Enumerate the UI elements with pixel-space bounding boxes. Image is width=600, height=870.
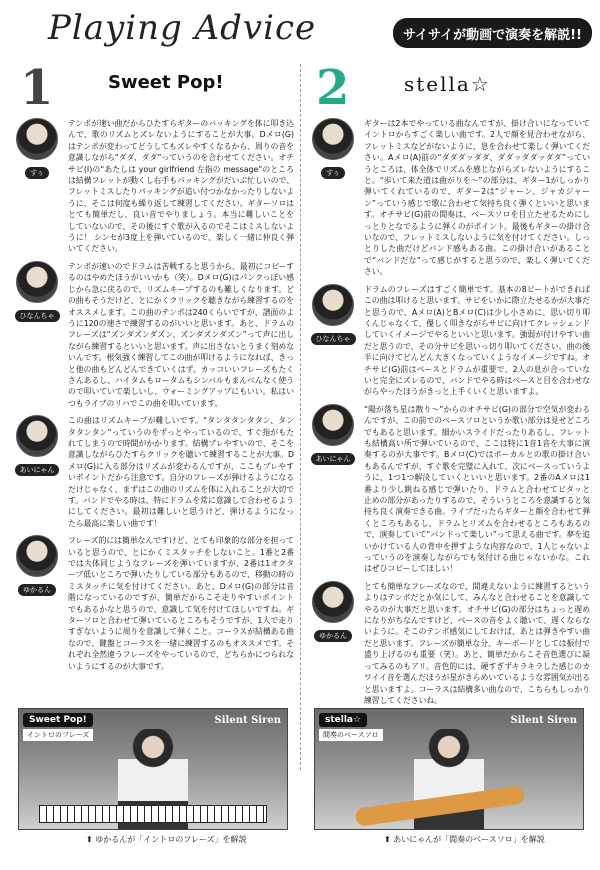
member-avatar-wrap [12,261,62,322]
advice-text: ドラムのフレーズはすごく簡単です。基本の8ビートができればこの曲は叩けると思います。サビをいかに際立たせるかが大事だと思うので、Aメロ(A)とBメロ(C)は少し小さめに、思い切り叩くんじゃなくて、優しく叩きながらサビに向けてクレッシェンドしていくイメージでやるといいと思います。強弱が付けやすい曲だと思うので、その分サビを思いっ切り叩いてください。曲の後半に向けてどんどん大きくなっていくようなイメージですね。オチサビ(G)前はベースとドラムが重要で、2人の息が合っていないと完全にズレるので、バンドでやる時はベースと目を合わせながらやったほうがきっと上手くいくと思いますよ。 [364,284,590,397]
advice-block [308,118,590,278]
advice-block [308,581,590,706]
member-avatar [312,118,354,160]
caption-arrow-icon: ⬆ [384,835,394,844]
member-name: すぅ [25,167,49,179]
member-name: ひなんちゃ [311,333,356,345]
song-number: 1 [20,60,54,116]
advice-text: とても簡単なフレーズなので、間違えないように練習するというよりはテンポだとか気にして、みんなと合わせることを意識してやるのが大事だと思います。オチサビ(G)の部分はちょっと遅めになりがちなんですけど、ベースの音をよく聴いて、遅くならないように。そこのテンポ感気にしておけば、あとは弾きやすい曲だと思います。フレーズが簡単な分、キーボードとしては振付で盛り上げるのも重要（笑）。あと、簡単だからこそ音色選びに凝ってみるのもアリ。音色的には、硬すぎずキラキラした感じのカワイイ音を選んだほうが星がきらめいているような雰囲気が出ると思いますよ。コーラスは結構多い曲なので、こちらもしっかり練習してくださいね。 [364,581,590,705]
header-banner-text: サイサイが動画で演奏を解説!! [402,27,582,43]
advice-block [12,261,294,409]
advice-block [12,118,294,255]
member-avatar [16,535,58,577]
song-title: Sweet Pop! [108,72,224,93]
page-header [0,0,600,60]
member-avatar [312,404,354,446]
advice-text: テンポが速い曲だからひたすらギターのバッキングを体に叩き込んで、歌のリズムとズレないようにすることが大事。Dメロ(G)はテンポが変わってどうしてもズレやすくなるから、周りの音を意識しながら“ダダ、ダダ”っていうのを合わせてください。オチサビ(I)の“あたしは your girlfriend 左指の message”のところは結構フレットが動くし右手もパッキングがだいぶ忙しいので、フレットミスしたりパッキングが追い付つかなかったりしないように、そこは何度も繰り返して練習してください。ギターソロはとても簡単だし、良い音でやりましょう。本当に難しいことをしていないので、その後にすぐ歌が入るのでそこはミスしないように！ シンセが3度上を弾いているので、楽しく一緒に仲良く弾いてください。 [68,119,294,254]
advice-text: ギターは2本でやっている曲なんですが、掛け合いになっていてイントロからすごく楽しい曲です。2人で顔を見合わせながら、フレットミスなどがないように、息を合わせて楽しく弾いてください。Aメロ(A)前の“ダダダッダダ、ダダッダダッダダ”っていうところは、体全体でリズムを感じながらズレないようにすること。“歩いて来た道は曲がりを～”の部分は、ギター1がしっかり弾いてくれているので、ギター2は“ジャーン、ジャカジャーン”っていう感じで歌に合わせて気持ち良く弾くといいと思います。オチサビ(G)前の間奏は、ベースソロを目立たせるためにしっとりとなでるように弾くのがポイント。最後もギターの掛け合いなので、フレットミスしないように気を付けてください。しっとりした曲だけどバンド感もある曲。この掛け合いがあることで“バンドだな”って感じがすると思うので、楽しく弾いてください。 [364,119,590,277]
header-banner [393,18,592,48]
keyboard-graphic [39,805,267,823]
member-avatar [312,581,354,623]
song-number: 2 [316,60,350,116]
caption-text: ゆかるんが「イントロのフレーズ」を解説 [95,835,247,844]
member-avatar-wrap [308,404,358,465]
member-name: ひなんちゃ [15,310,60,322]
column-divider [300,64,301,770]
advice-text: テンポが速いのでドラムは苦戦すると思うから、最初にコピーするのはやめたほうがいいかも（笑）。Dメロ(G)はパンクっぽい感じから急に戻るので、リズムキープするのも難しくなります。どの曲もそうだけど、とにかくクリックを聴きながら練習するのをオススメします。この曲のテンポは240くらいですが、譜面のように120の速さで練習するのがいいと思います。あと、ドラムのフレーズは“ズンダズンダズン、ズンダズンダズン”って声に出しながら練習するといいと思います。声に出さないとうまく刻めないんです。根気強く練習してこの曲が叩けるようになれば、きっと他の曲もどんどんできていくはず。カッコいいフレーズもたくさんあるし、ハイタムもロータムもシンバルもまんべんなく使うので叩いていて楽しいし、ウォーミングアップにもいい。私はいつもライブのリハでこの曲を叩いています。 [68,261,294,408]
member-name: ゆかるん [18,584,56,596]
song-heading [308,60,590,118]
advice-text: “陽が落ち星は散り～”からのオチサビ(G)の部分で空気が変わるんですが、この前でのベースソロというか歌い部分は見せどころでもあると思います。細かいスライドだったりあるし、フレットも結構高い所で弾いているので、ここは特に1音1音を大事に演奏するのが大事です。Bメロ(C)ではボーカルとの歌の掛け合いもあるんですが、すぐ歌を完璧に入れて、次にベースっていうように、1つ1つ解決していくといいと思います。2番のAメロは1番より少し跳ねる感じで弾いたり、ドラムと合わせてビタッと止めの部分があったりするので、そういうところを意識すると気持ち良く演奏できる曲。ライブだったらギターと顔を合わせて弾くところもあるし、ドラムとリズムを合わせるところもあるので、演奏していて“バンドって楽しい”って思える曲です。夢を追いかけている人の背中を押すような内容なので、1人じゃないよっていうのを演奏しながらでも気付ける曲じゃないかな。これはぜひコピーしてほしい！ [364,404,590,574]
song-heading [12,60,294,118]
advice-text: この曲はリズムキープが難しいです。“タンタタンタタン、タンタタンタン”っていうのをずっとやっているので、すぐ指がもたれてしまうので時間がかかります。結構ブレやすいので、そこを意識しながらひたすらクリックを聴いて練習することが大事。Dメロ(G)に入る部分はリズムが変わるんですが、ここもブレやすいポイントだから注意です。自分のフレーズが弾けるようになるだけじゃなく、まずはこの曲のリズムを体に入れることが大切です。バンドでやる時は、特にドラムを常に意識して合わせるようにしてください。最初は難しいと思うけど、弾けるようになったら最高に楽しい曲です！ [68,416,294,528]
member-avatar-wrap [12,535,62,596]
member-avatar-wrap [308,118,358,179]
left-column [12,60,294,678]
video-still-right [314,708,584,830]
member-avatar-wrap [12,415,62,476]
member-avatar-wrap [308,581,358,642]
caption-arrow-icon: ⬆ [86,835,96,844]
caption-text: あいにゃんが「間奏のベースソロ」を解説 [393,835,545,844]
member-name: あいにゃん [311,453,356,465]
member-avatar-wrap [12,118,62,179]
screen-sub-label: イントロのフレーズ [23,729,93,741]
member-avatar-wrap [308,284,358,345]
video-still-left [18,708,288,830]
advice-block [12,535,294,672]
member-name: あいにゃん [15,464,60,476]
member-avatar [16,118,58,160]
right-column [308,60,590,712]
advice-block [12,415,294,529]
brand-logo: Silent Siren [214,715,281,726]
advice-block [308,284,590,398]
member-avatar [312,284,354,326]
screen-sub-label: 間奏のベースソロ [319,729,383,741]
brand-logo: Silent Siren [510,715,577,726]
advice-block [308,404,590,575]
advice-text: フレーズ的には簡単なんですけど、とても印象的な部分を担っていると思うので、とにかくミスタッチをしないこと。1番と2番では大体同じようなフレーズを弾いていますが、2番は1オクターブ低いところで弾いたりしている部分もあるので、移動の時のミスタッチに気を付けてください。あと、Dメロ(G)の部分は音階になっているのですが、簡単だからこそ走りやすいポイントでもあるかなと思うので、意識して気を付けてほしいですね。ギターソロと合わせて弾いているところもそうですが、1人で走りすぎないように周りを意識して弾くこと。コーラスが結構ある曲なので、鍵盤とコーラスを一緒に練習するのもオススメです。それぞれ全然違うフレーズをやっているので、どちらかにつられないようにするのが大事です。 [68,536,294,671]
member-name: ゆかるん [314,630,352,642]
member-avatar [16,415,58,457]
song-title: stella☆ [404,72,491,96]
photo-caption-left [86,834,247,845]
screen-song-label: stella☆ [319,713,367,727]
screen-song-label: Sweet Pop! [23,713,93,727]
member-name: すぅ [321,167,345,179]
member-avatar [16,261,58,303]
page-title: Playing Advice [48,8,317,48]
photo-caption-right [384,834,545,845]
